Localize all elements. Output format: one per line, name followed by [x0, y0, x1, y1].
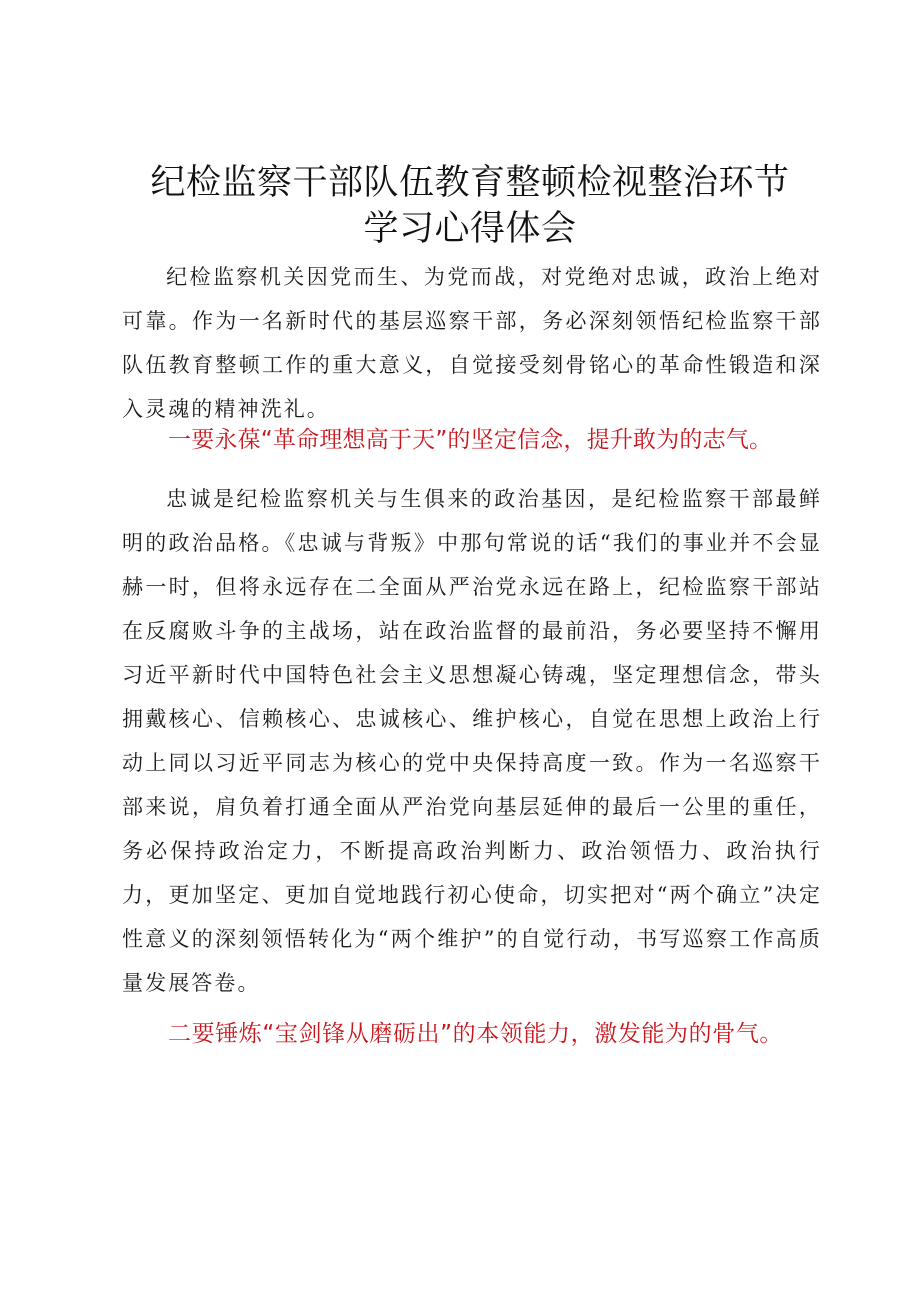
section-1-paragraph: 忠诚是纪检监察机关与生俱来的政治基因，是纪检监察干部最鲜明的政治品格。《忠诚与背叛》中那句常说的话“我们的事业并不会显赫一时，但将永远存在二全面从严治党永远在路上，纪检监察干部站在反腐败斗争的主战场，站在政治监督的最前沿，务必要坚持不懈用习近平新时代中国特色社会主义思想凝心铸魂，坚定理想信念，带头拥戴核心、信赖核心、忠诚核心、维护核心，自觉在思想上政治上行动上同以习近平同志为核心的党中央保持高度一致。作为一名巡察干部来说，肩负着打通全面从严治党向基层延伸的最后一公里的重任，务必保持政治定力，不断提高政治判断力、政治领悟力、政治执行力，更加坚定、更加自觉地践行初心使命，切实把对“两个确立”决定性意义的深刻领悟转化为“两个维护”的自觉行动，书写巡察工作高质量发展答卷。 — [122, 487, 822, 995]
section-heading-1: 一要永葆“革命理想高于天”的坚定信念，提升敢为的志气。 — [168, 427, 773, 453]
section-heading-2: 二要锤炼“宝剑锋从磨砺出”的本领能力，激发能为的骨气。 — [168, 1021, 784, 1047]
document-title: 纪检监察干部队伍教育整顿检视整治环节学习心得体会 — [150, 163, 790, 249]
intro-paragraph: 纪检监察机关因党而生、为党而战，对党绝对忠诚，政治上绝对可靠。作为一名新时代的基层巡察干部，务必深刻领悟纪检监察干部队伍教育整顿工作的重大意义，自觉接受刻骨铭心的革命性锻造和深入灵魂的精神洗礼。 — [122, 265, 822, 421]
